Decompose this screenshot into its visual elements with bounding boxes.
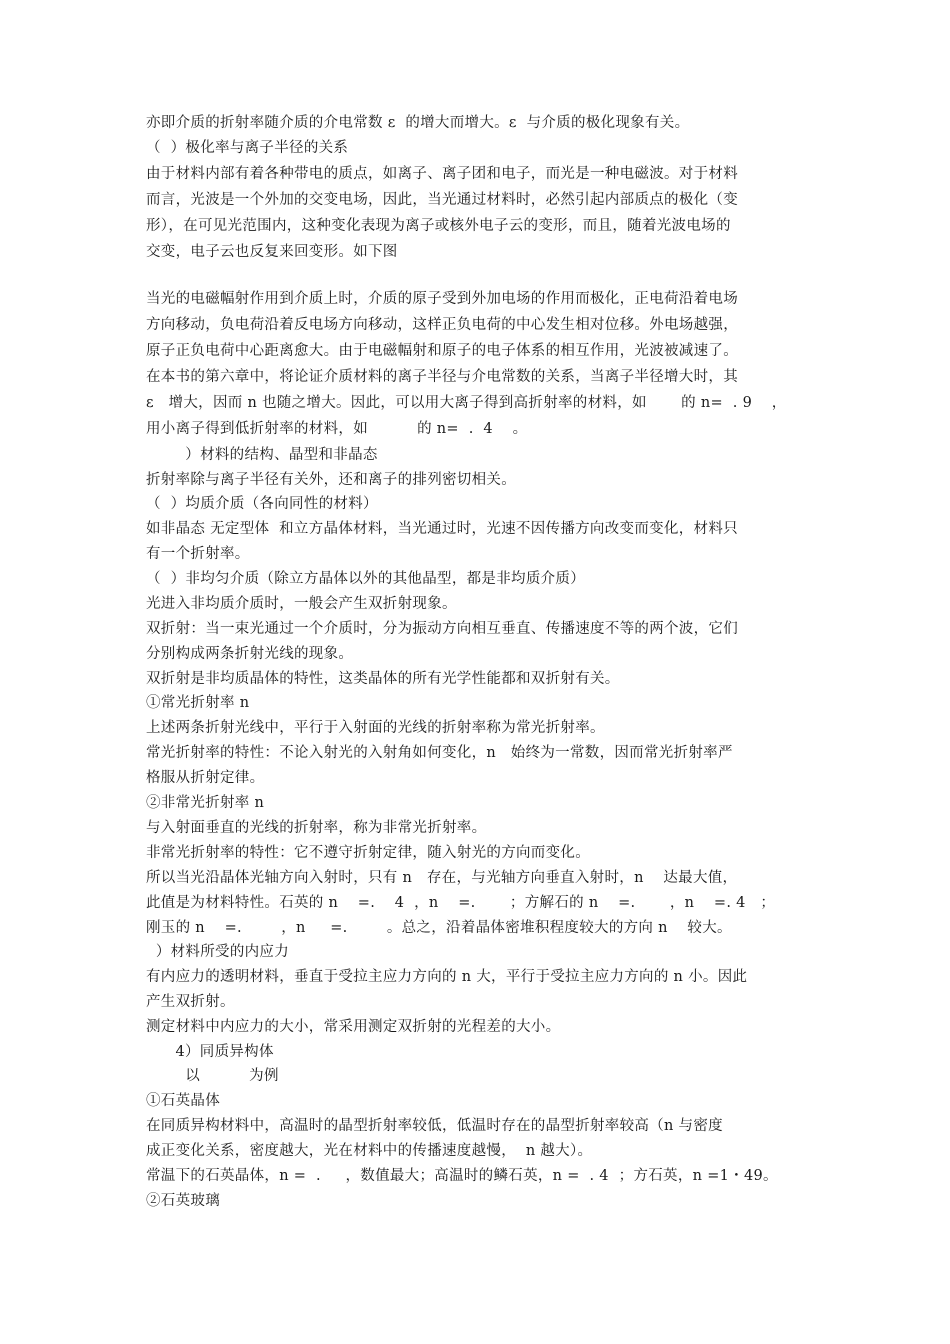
text-line: 用小离子得到低折射率的材料，如 的 n= . 4 。 (146, 421, 528, 437)
section-heading: （ ）非均匀介质（除立方晶体以外的其他晶型，都是非均质介质） (146, 571, 586, 587)
section-heading: ②石英玻璃 (146, 1193, 220, 1209)
text-line: 产生双折射。 (146, 994, 235, 1010)
text-line: 光进入非均质介质时，一般会产生双折射现象。 (146, 596, 457, 612)
text-line: 亦即介质的折射率随介质的介电常数 ε 的增大而增大。ε 与介质的极化现象有关。 (146, 115, 690, 131)
text-line: 格服从折射定律。 (146, 770, 265, 786)
text-line: 当光的电磁幅射作用到介质上时，介质的原子受到外加电场的作用而极化，正电荷沿着电场 (146, 291, 738, 307)
text-line: 刚玉的 n =. ，n =. 。总之，沿着晶体密堆积程度较大的方向 n 较大。 (146, 920, 732, 936)
text-line: 在同质异构材料中，高温时的晶型折射率较低，低温时存在的晶型折射率较高（n 与密度 (146, 1118, 723, 1134)
text-line: 非常光折射率的特性：它不遵守折射定律，随入射光的方向而变化。 (146, 845, 590, 861)
text-line: 如非晶态 无定型体 和立方晶体材料，当光通过时，光速不因传播方向改变而变化，材料只 (146, 521, 738, 537)
text-line: 此值是为材料特性。石英的 n =. 4 ，n =. ；方解石的 n =. ，n =. 4 ； (146, 895, 776, 911)
text-line: 方向移动，负电荷沿着反电场方向移动，这样正负电荷的中心发生相对位移。外电场越强， (146, 317, 738, 333)
text-line: 在本书的第六章中，将论证介质材料的离子半径与介电常数的关系，当离子半径增大时，其 (146, 369, 738, 385)
section-heading: （ ）极化率与离子半径的关系 (146, 140, 349, 156)
text-line: 所以当光沿晶体光轴方向入射时，只有 n 存在，与光轴方向垂直入射时，n 达最大值， (146, 870, 738, 886)
section-heading: ）材料的结构、晶型和非晶态 (146, 447, 378, 463)
section-heading: 4）同质异构体 (146, 1044, 274, 1060)
text-line: 而言，光波是一个外加的交变电场，因此，当光通过材料时，必然引起内部质点的极化（变 (146, 192, 738, 208)
text-line: 有一个折射率。 (146, 546, 250, 562)
text-line: 双折射是非均质晶体的特性，这类晶体的所有光学性能都和双折射有关。 (146, 671, 620, 687)
text-line: 测定材料中内应力的大小，常采用测定双折射的光程差的大小。 (146, 1019, 561, 1035)
text-line: 常光折射率的特性：不论入射光的入射角如何变化，n 始终为一常数，因而常光折射率严 (146, 745, 733, 761)
text-line: 以 为例 (146, 1068, 279, 1084)
text-line: 由于材料内部有着各种带电的质点，如离子、离子团和电子，而光是一种电磁波。对于材料 (146, 166, 738, 182)
text-line: 分别构成两条折射光线的现象。 (146, 646, 354, 662)
text-line: ε 增大，因而 n 也随之增大。因此，可以用大离子得到高折射率的材料，如 的 n= . 9 ， (146, 395, 787, 411)
text-line: 双折射：当一束光通过一个介质时，分为振动方向相互垂直、传播速度不等的两个波，它们 (146, 621, 738, 637)
section-heading: ）材料所受的内应力 (146, 944, 290, 960)
text-line: 成正变化关系，密度越大，光在材料中的传播速度越慢， n 越大）。 (146, 1143, 593, 1159)
text-line: 与入射面垂直的光线的折射率，称为非常光折射率。 (146, 820, 487, 836)
section-heading: ①石英晶体 (146, 1093, 220, 1109)
section-heading: （ ）均质介质（各向同性的材料） (146, 496, 378, 512)
text-line: 形），在可见光范围内，这种变化表现为离子或核外电子云的变形，而且，随着光波电场的 (146, 218, 731, 234)
text-line: 交变，电子云也反复来回变形。如下图 (146, 244, 398, 260)
text-line: 折射率除与离子半径有关外，还和离子的排列密切相关。 (146, 472, 516, 488)
section-heading: ②非常光折射率 n (146, 795, 265, 811)
text-line: 常温下的石英晶体，n = . ，数值最大；高温时的鳞石英，n = . 4 ；方石英，n =1・49。 (146, 1168, 778, 1184)
text-line: 原子正负电荷中心距离愈大。由于电磁幅射和原子的电子体系的相互作用，光波被减速了。 (146, 343, 738, 359)
text-line: 有内应力的透明材料，垂直于受拉主应力方向的 n 大，平行于受拉主应力方向的 n 小。因此 (146, 969, 748, 985)
section-heading: ①常光折射率 n (146, 695, 250, 711)
text-line: 上述两条折射光线中，平行于入射面的光线的折射率称为常光折射率。 (146, 720, 605, 736)
